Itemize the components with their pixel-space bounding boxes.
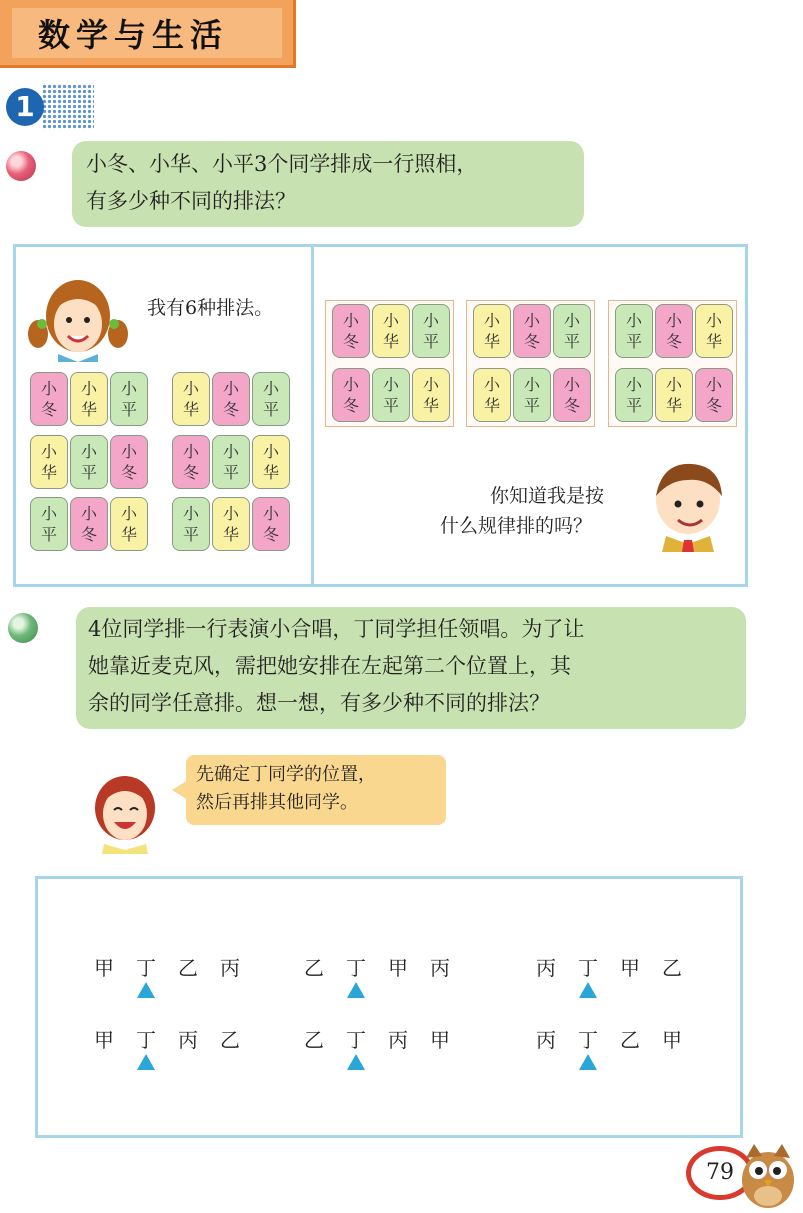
student-name: 乙	[178, 956, 198, 980]
section-number: 1	[6, 88, 44, 126]
name-card-prefix: 小	[422, 375, 439, 394]
name-card-prefix: 小	[120, 504, 137, 523]
girl-pigtails-illustration	[22, 270, 134, 362]
lead-singer-marker-icon	[347, 1054, 365, 1070]
name-card-prefix: 小	[40, 504, 57, 523]
question-2-line-2: 她靠近麦克风，需把她安排在左起第二个位置上，其	[88, 654, 571, 678]
name-card-name: 华	[262, 463, 279, 482]
name-card	[332, 368, 370, 422]
name-card	[332, 304, 370, 358]
name-card-prefix: 小	[422, 311, 439, 330]
question-2-line-3: 余的同学任意排。想一想，有多少种不同的排法？	[88, 691, 550, 715]
name-card-name: 华	[705, 332, 722, 351]
girl-speech-text: 我有6种排法。	[147, 297, 274, 319]
name-card-prefix: 小	[483, 311, 500, 330]
name-card-name: 冬	[342, 332, 359, 351]
name-card	[372, 368, 410, 422]
name-card-prefix: 小	[523, 311, 540, 330]
boy-speech-line-1: 你知道我是按	[490, 485, 605, 507]
name-card	[212, 372, 250, 426]
name-card-name: 冬	[80, 525, 97, 544]
name-card-name: 华	[40, 463, 57, 482]
student-name: 丙	[536, 956, 556, 980]
name-card-prefix: 小	[382, 311, 399, 330]
question-2-line-1: 4位同学排一行表演小合唱，丁同学担任领唱。为了让	[88, 617, 585, 641]
name-card-name: 冬	[182, 463, 199, 482]
student-name: 丁	[136, 1028, 156, 1052]
page-number: 79	[686, 1146, 754, 1200]
student-name: 丁	[346, 1028, 366, 1052]
name-card-name: 平	[422, 332, 439, 351]
name-card-name: 平	[40, 525, 57, 544]
student-name: 丙	[388, 1028, 408, 1052]
name-card	[252, 497, 290, 551]
name-card	[172, 497, 210, 551]
name-card-name: 华	[422, 396, 439, 415]
name-card-prefix: 小	[563, 311, 580, 330]
name-card-prefix: 小	[120, 379, 137, 398]
name-card-name: 冬	[342, 396, 359, 415]
student-name: 甲	[430, 1028, 450, 1052]
name-card	[473, 304, 511, 358]
name-card-prefix: 小	[40, 442, 57, 461]
name-card-prefix: 小	[182, 504, 199, 523]
name-card-prefix: 小	[40, 379, 57, 398]
name-card-name: 平	[182, 525, 199, 544]
name-card-name: 平	[222, 463, 239, 482]
name-card-name: 华	[483, 332, 500, 351]
name-card	[70, 435, 108, 489]
name-card	[252, 372, 290, 426]
owl-mascot-illustration	[736, 1134, 800, 1210]
name-card-name: 冬	[40, 400, 57, 419]
name-card-name: 华	[382, 332, 399, 351]
name-card	[655, 368, 693, 422]
name-card	[30, 372, 68, 426]
name-card-name: 冬	[705, 396, 722, 415]
student-name: 甲	[94, 956, 114, 980]
name-card	[412, 368, 450, 422]
name-card-name: 冬	[665, 332, 682, 351]
student-name: 乙	[220, 1028, 240, 1052]
name-card-prefix: 小	[563, 375, 580, 394]
name-card-name: 平	[120, 400, 137, 419]
name-card	[172, 372, 210, 426]
name-card-prefix: 小	[222, 442, 239, 461]
name-card-name: 平	[382, 396, 399, 415]
name-card-name: 平	[625, 332, 642, 351]
name-card-prefix: 小	[705, 375, 722, 394]
name-card	[553, 304, 591, 358]
name-card	[412, 304, 450, 358]
name-card	[70, 497, 108, 551]
name-card-prefix: 小	[665, 375, 682, 394]
name-card-name: 平	[523, 396, 540, 415]
student-name: 丁	[578, 956, 598, 980]
four-student-arrangement-panel	[35, 876, 743, 1138]
student-name: 甲	[94, 1028, 114, 1052]
student-name: 乙	[304, 1028, 324, 1052]
green-ball-bullet-icon	[8, 613, 38, 643]
boy-speech-line-2: 什么规律排的吗？	[440, 515, 593, 537]
name-card-name: 冬	[120, 463, 137, 482]
page-title: 数学与生活	[38, 16, 229, 54]
name-card	[70, 372, 108, 426]
name-card-prefix: 小	[182, 379, 199, 398]
name-card-prefix: 小	[483, 375, 500, 394]
name-card-prefix: 小	[523, 375, 540, 394]
question-2-box	[76, 607, 746, 729]
name-card-name: 华	[665, 396, 682, 415]
name-card	[655, 304, 693, 358]
name-card	[30, 497, 68, 551]
question-1-line-1: 小冬、小华、小平3个同学排成一行照相，	[86, 152, 478, 176]
name-card	[513, 304, 551, 358]
student-name: 甲	[388, 956, 408, 980]
name-card-name: 冬	[262, 525, 279, 544]
lead-singer-marker-icon	[347, 982, 365, 998]
name-card-name: 华	[80, 400, 97, 419]
name-card	[473, 368, 511, 422]
name-card-prefix: 小	[262, 442, 279, 461]
name-card-prefix: 小	[80, 442, 97, 461]
name-card-name: 华	[483, 396, 500, 415]
question-1-box	[72, 141, 584, 227]
name-card	[615, 368, 653, 422]
student-name: 乙	[662, 956, 682, 980]
name-card	[695, 304, 733, 358]
name-card-name: 华	[182, 400, 199, 419]
name-card-prefix: 小	[342, 375, 359, 394]
name-card	[252, 435, 290, 489]
student-name: 乙	[620, 1028, 640, 1052]
red-ball-bullet-icon	[6, 151, 36, 181]
name-card-prefix: 小	[262, 379, 279, 398]
lead-singer-marker-icon	[137, 982, 155, 998]
name-card	[172, 435, 210, 489]
name-card-prefix: 小	[182, 442, 199, 461]
question-1-line-2: 有多少种不同的排法？	[86, 189, 296, 213]
name-card-prefix: 小	[120, 442, 137, 461]
lead-singer-marker-icon	[579, 1054, 597, 1070]
bubble-line-1: 先确定丁同学的位置，	[196, 764, 376, 785]
name-card	[110, 372, 148, 426]
name-card-name: 平	[262, 400, 279, 419]
student-name: 甲	[620, 956, 640, 980]
student-name: 丙	[430, 956, 450, 980]
lead-singer-marker-icon	[579, 982, 597, 998]
name-card	[513, 368, 551, 422]
name-card	[30, 435, 68, 489]
name-card-prefix: 小	[342, 311, 359, 330]
name-card-name: 平	[563, 332, 580, 351]
student-name: 乙	[304, 956, 324, 980]
name-card	[615, 304, 653, 358]
student-name: 丙	[220, 956, 240, 980]
student-name: 甲	[662, 1028, 682, 1052]
name-card-prefix: 小	[625, 375, 642, 394]
name-card-name: 平	[625, 396, 642, 415]
name-card-prefix: 小	[222, 379, 239, 398]
name-card-prefix: 小	[625, 311, 642, 330]
name-card	[372, 304, 410, 358]
student-name: 丙	[178, 1028, 198, 1052]
section-dots-decoration	[42, 84, 94, 130]
lead-singer-marker-icon	[137, 1054, 155, 1070]
name-card-name: 冬	[523, 332, 540, 351]
name-card	[110, 435, 148, 489]
name-card-prefix: 小	[262, 504, 279, 523]
student-name: 丁	[578, 1028, 598, 1052]
bubble-line-2: 然后再排其他同学。	[196, 792, 358, 813]
student-name: 丙	[536, 1028, 556, 1052]
name-card-name: 平	[80, 463, 97, 482]
name-card	[110, 497, 148, 551]
name-card	[212, 497, 250, 551]
speech-bubble	[186, 755, 446, 825]
name-card-prefix: 小	[222, 504, 239, 523]
name-card	[212, 435, 250, 489]
name-card	[695, 368, 733, 422]
smiling-girl-illustration	[90, 772, 160, 854]
name-card-prefix: 小	[665, 311, 682, 330]
name-card-name: 冬	[222, 400, 239, 419]
name-card	[553, 368, 591, 422]
student-name: 丁	[136, 956, 156, 980]
name-card-prefix: 小	[80, 379, 97, 398]
boy-illustration	[648, 458, 730, 552]
name-card-prefix: 小	[705, 311, 722, 330]
name-card-prefix: 小	[80, 504, 97, 523]
name-card-name: 冬	[563, 396, 580, 415]
name-card-prefix: 小	[382, 375, 399, 394]
student-name: 丁	[346, 956, 366, 980]
name-card-name: 华	[222, 525, 239, 544]
name-card-name: 华	[120, 525, 137, 544]
